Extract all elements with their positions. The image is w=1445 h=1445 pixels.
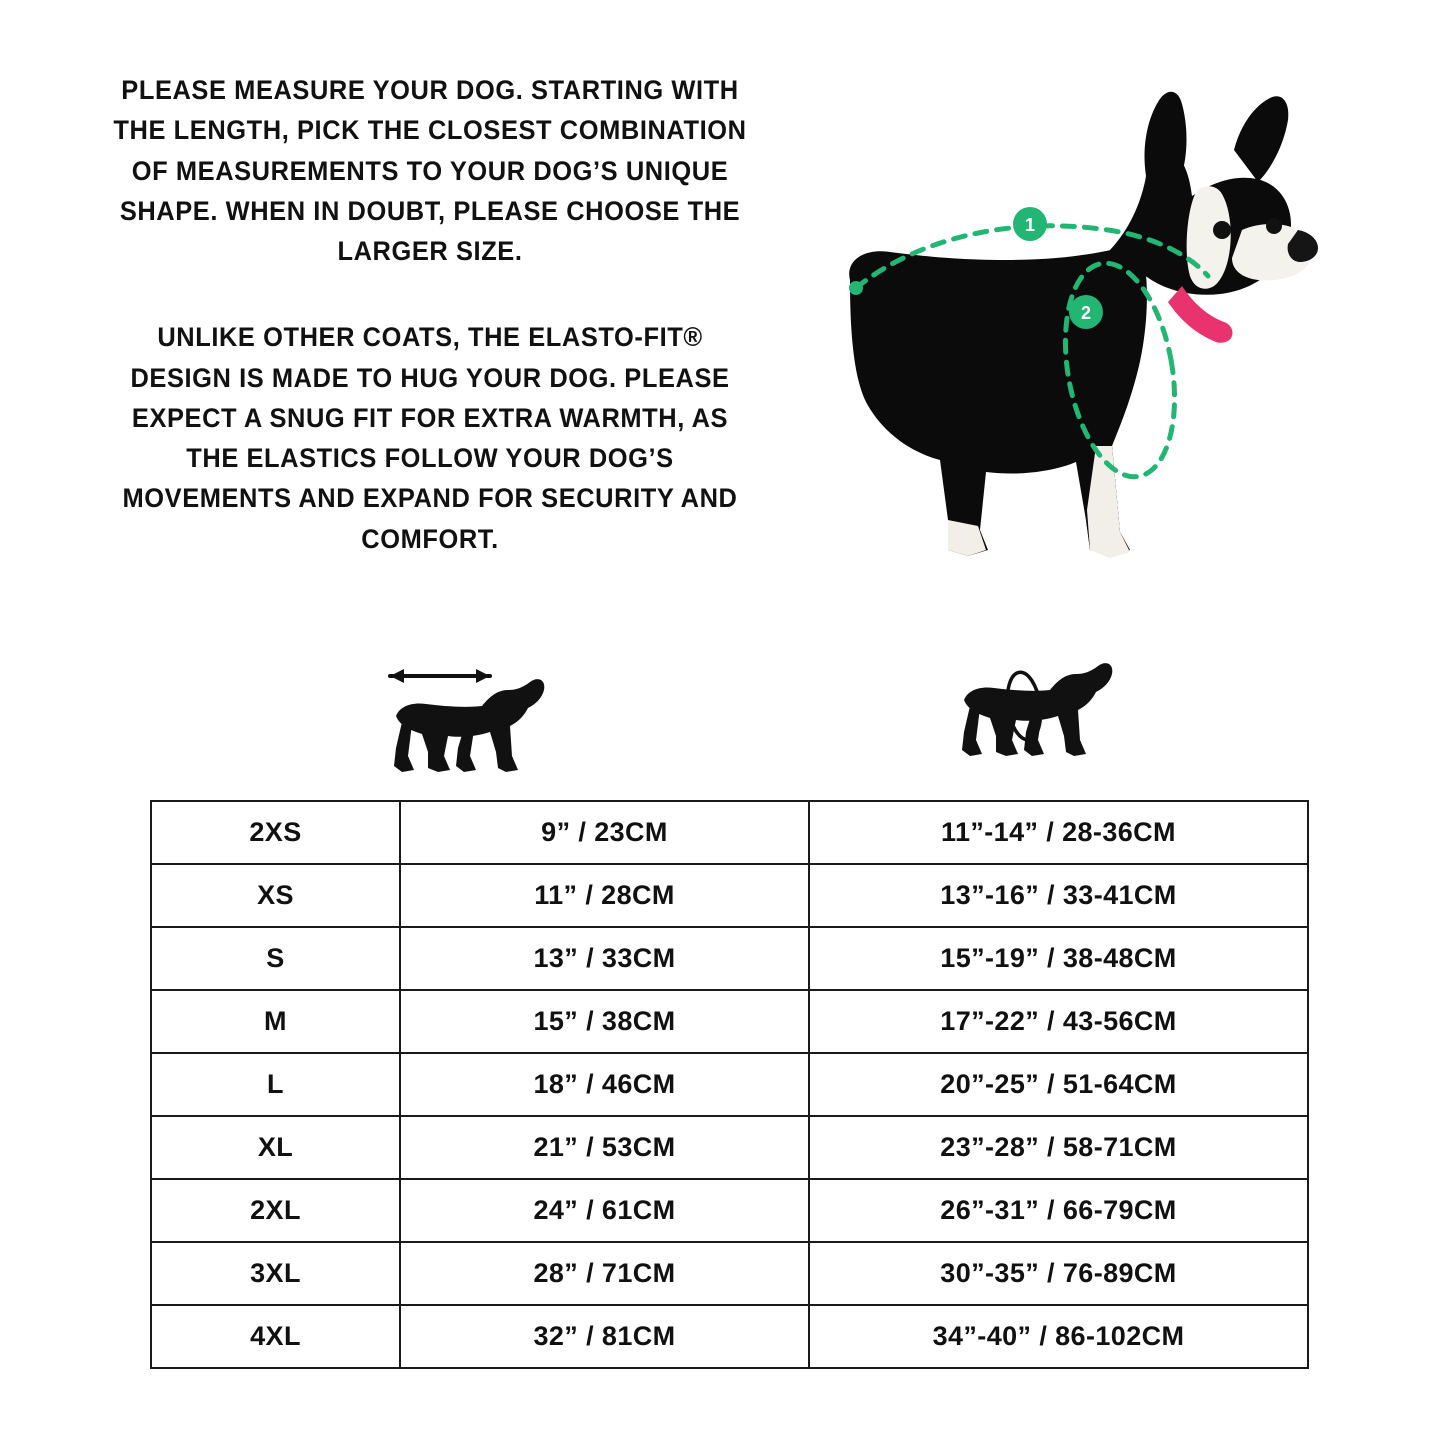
cell-size: M [151,990,400,1053]
cell-girth: 26”-31” / 66-79CM [809,1179,1308,1242]
cell-length: 9” / 23CM [400,801,809,864]
cell-length: 13” / 33CM [400,927,809,990]
cell-size: S [151,927,400,990]
cell-length: 28” / 71CM [400,1242,809,1305]
size-table-body [151,801,1308,1368]
table-header-icons [150,655,1295,785]
size-table [150,800,1309,1369]
table-row [151,1305,1308,1368]
table-row [151,990,1308,1053]
table-row [151,1116,1308,1179]
intro-paragraph-2: UNLIKE OTHER COATS, THE ELASTO-FIT® DESIGN IS MADE TO HUG YOUR DOG. PLEASE EXPECT A SNUG FIT FOR EXTRA WARMTH, AS THE ELASTICS FOLLOW YOUR DOG’S MOVEMENTS AND EXPAND FOR SECURITY AND COMFORT. [122,322,738,554]
intro-paragraph-1: PLEASE MEASURE YOUR DOG. STARTING WITH THE LENGTH, PICK THE CLOSEST COMBINATION OF MEASUREMENTS TO YOUR DOG’S UNIQUE SHAPE. WHEN IN DOUBT, PLEASE CHOOSE THE LARGER SIZE. [113,75,747,267]
cell-size: L [151,1053,400,1116]
cell-size: XL [151,1116,400,1179]
marker-1-badge [1013,207,1047,241]
cell-length: 24” / 61CM [400,1179,809,1242]
svg-text:1: 1 [1024,215,1036,235]
intro-copy [60,70,760,559]
size-chart [150,800,1295,1369]
intro-section [0,0,1445,620]
cell-size: 3XL [151,1242,400,1305]
dog-girth-icon [958,660,1133,785]
dog-photo [790,80,1350,620]
cell-length: 11” / 28CM [400,864,809,927]
cell-girth: 13”-16” / 33-41CM [809,864,1308,927]
cell-girth: 15”-19” / 38-48CM [809,927,1308,990]
measurement-diagram [770,70,1385,630]
cell-girth: 20”-25” / 51-64CM [809,1053,1308,1116]
svg-text:2: 2 [1080,303,1092,323]
table-row [151,1179,1308,1242]
cell-size: 2XL [151,1179,400,1242]
table-row [151,864,1308,927]
cell-length: 18” / 46CM [400,1053,809,1116]
dog-length-icon [378,660,568,785]
cell-length: 21” / 53CM [400,1116,809,1179]
cell-girth: 34”-40” / 86-102CM [809,1305,1308,1368]
girth-icon-cell [795,655,1295,785]
cell-girth: 17”-22” / 43-56CM [809,990,1308,1053]
table-row [151,927,1308,990]
table-row [151,1242,1308,1305]
table-row [151,801,1308,864]
cell-girth: 11”-14” / 28-36CM [809,801,1308,864]
length-icon-cell [150,655,795,785]
cell-size: XS [151,864,400,927]
table-row [151,1053,1308,1116]
cell-size: 2XS [151,801,400,864]
cell-length: 32” / 81CM [400,1305,809,1368]
cell-girth: 30”-35” / 76-89CM [809,1242,1308,1305]
marker-2-badge [1069,295,1103,329]
cell-size: 4XL [151,1305,400,1368]
cell-girth: 23”-28” / 58-71CM [809,1116,1308,1179]
cell-length: 15” / 38CM [400,990,809,1053]
